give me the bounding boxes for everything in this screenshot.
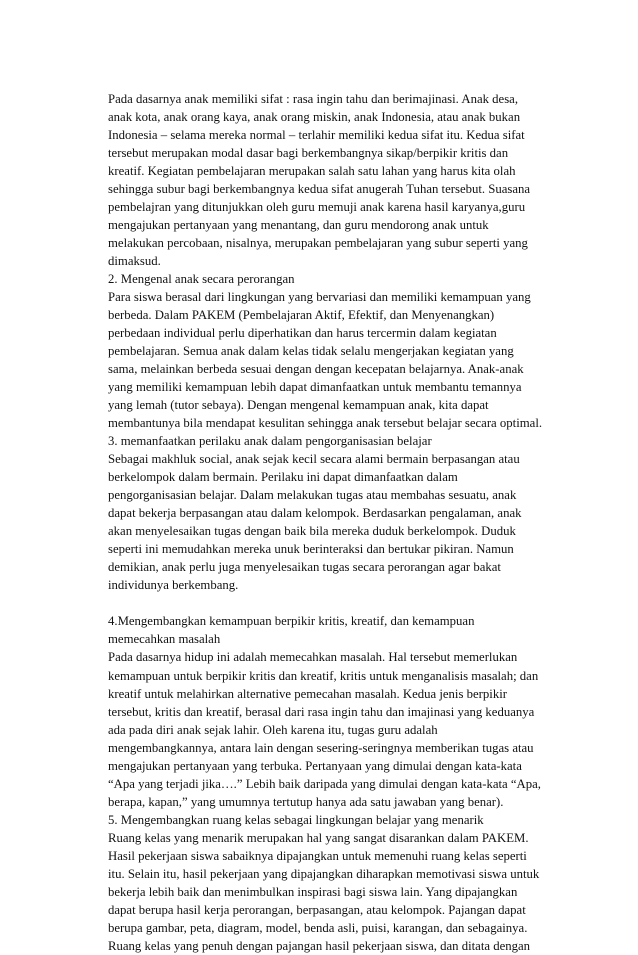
text-line: pembelajran yang ditunjukkan oleh guru memuji anak karena hasil karyanya,guru: [108, 200, 526, 215]
text-line: bekerja lebih baik dan menimbulkan inspirasi bagi siswa lain. Yang dipajangkan: [108, 884, 518, 899]
text-line: dapat bekerja berpasangan atau dalam kelompok. Berdasarkan pengalaman, anak: [108, 506, 522, 521]
text-line: 2. Mengenal anak secara perorangan: [108, 272, 295, 287]
text-line: kemampuan untuk berpikir kritis dan kreatif, kritis untuk menganalisis masalah; dan: [108, 668, 539, 683]
text-line: kreatif untuk melahirkan alternative pemecahan masalah. Kedua jenis berpikir: [108, 686, 507, 701]
text-line: itu. Selain itu, hasil pekerjaan yang dipajangkan diharapkan memotivasi siswa untuk: [108, 866, 540, 881]
text-line: 5. Mengembangkan ruang kelas sebagai lingkungan belajar yang menarik: [108, 812, 484, 827]
text-line: Ruang kelas yang menarik merupakan hal yang sangat disarankan dalam PAKEM.: [108, 830, 529, 845]
text-line: berapa, kapan,” yang umumnya tertutup hanya ada satu jawaban yang benar).: [108, 794, 504, 809]
text-line: dapat berupa hasil kerja perorangan, berpasangan, atau kelompok. Pajangan dapat: [108, 902, 526, 917]
text-line: anak kota, anak orang kaya, anak orang miskin, anak Indonesia, atau anak bukan: [108, 110, 521, 125]
text-line: mengajukan pertanyaan yang terbuka. Pertanyaan yang dimulai dengan kata-kata: [108, 758, 522, 773]
text-line: berkelompok dalam bermain. Perilaku ini dapat dimanfaatkan dalam: [108, 470, 458, 485]
text-line: akan menyelesaikan tugas dengan baik bila mereka duduk berkelompok. Duduk: [108, 524, 516, 539]
text-line: yang lemah (tutor sebaya). Dengan mengenal kemampuan anak, kita dapat: [108, 398, 489, 413]
text-line: seperti ini memudahkan mereka unuk berinteraksi dan bertukar pikiran. Namun: [108, 542, 514, 557]
text-line: demikian, anak perlu juga menyelesaikan tugas secara perorangan agar bakat: [108, 560, 501, 575]
text-line: Para siswa berasal dari lingkungan yang bervariasi dan memiliki kemampuan yang: [108, 290, 531, 305]
text-line: perbedaan individual perlu diperhatikan dan harus tercermin dalam kegiatan: [108, 326, 497, 341]
text-line: individunya berkembang.: [108, 578, 239, 593]
text-line: 3. memanfaatkan perilaku anak dalam pengorganisasian belajar: [108, 434, 432, 449]
text-line: tersebut, kritis dan kreatif, berasal dari rasa ingin tahu dan imajinasi yang keduanya: [108, 704, 535, 719]
document-page: [108, 90, 558, 955]
text-line: tersebut merupakan modal dasar bagi berkembangnya sikap/berpikir kritis dan: [108, 146, 509, 161]
text-line: mengajukan pertanyaan yang menantang, dan guru mendorong anak untuk: [108, 218, 489, 233]
text-line: pengorganisasian belajar. Dalam melakukan tugas atau membahas sesuatu, anak: [108, 488, 517, 503]
text-line: yang memiliki kemampuan lebih dapat dimanfaatkan untuk membantu temannya: [108, 380, 522, 395]
text-line: mengembangkannya, antara lain dengan sesering-seringnya memberikan tugas atau: [108, 740, 534, 755]
text-line: 4.Mengembangkan kemampuan berpikir kritis, kreatif, dan kemampuan: [108, 614, 475, 629]
text-line: memecahkan masalah: [108, 632, 221, 647]
text-line: Ruang kelas yang penuh dengan pajangan hasil pekerjaan siswa, dan ditata dengan: [108, 938, 531, 953]
text-line: membantunya bila mendapat kesulitan sehingga anak tersebut belajar secara optimal.: [108, 416, 543, 431]
blank-line: [108, 594, 558, 612]
text-line: Hasil pekerjaan siswa sabaiknya dipajangkan untuk memenuhi ruang kelas seperti: [108, 848, 527, 863]
text-line: dimaksud.: [108, 254, 161, 269]
text-line: sehingga subur bagi berkembangnya kedua sifat anugerah Tuhan tersebut. Suasana: [108, 182, 531, 197]
text-line: melakukan percobaan, nisalnya, merupakan pembelajaran yang subur seperti yang: [108, 236, 528, 251]
text-line: pembelajaran. Semua anak dalam kelas tidak selalu mengerjakan kegiatan yang: [108, 344, 514, 359]
text-line: “Apa yang terjadi jika….” Lebih baik daripada yang dimulai dengan kata-kata “Apa,: [108, 776, 541, 791]
text-line: Pada dasarnya hidup ini adalah memecahkan masalah. Hal tersebut memerlukan: [108, 650, 518, 665]
text-line: berupa gambar, peta, diagram, model, benda asli, puisi, karangan, dan sebagainya.: [108, 920, 528, 935]
text-line: ada pada diri anak sejak lahir. Oleh karena itu, tugas guru adalah: [108, 722, 438, 737]
text-line: berbeda. Dalam PAKEM (Pembelajaran Aktif, Efektif, dan Menyenangkan): [108, 308, 495, 323]
text-line: Pada dasarnya anak memiliki sifat : rasa ingin tahu dan berimajinasi. Anak desa,: [108, 92, 519, 106]
text-line: Indonesia – selama mereka normal – terlahir memiliki kedua sifat itu. Kedua sifat: [108, 128, 525, 143]
text-line: sama, melainkan berbeda sesuai dengan dengan kecepatan belajarnya. Anak-anak: [108, 362, 524, 377]
text-line: kreatif. Kegiatan pembelajaran merupakan salah satu lahan yang harus kita olah: [108, 164, 516, 179]
text-line: Sebagai makhluk social, anak sejak kecil secara alami bermain berpasangan atau: [108, 452, 520, 467]
